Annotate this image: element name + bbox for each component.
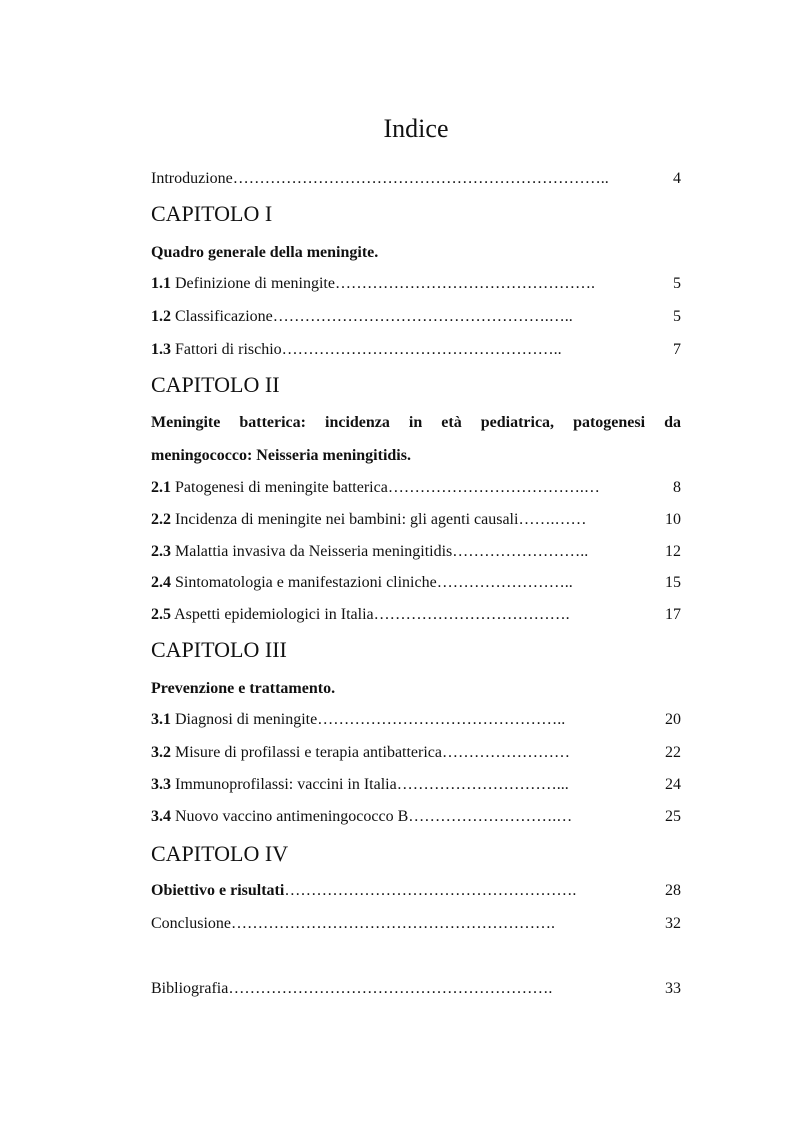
entry-number: 3.1: [151, 711, 171, 728]
entry-number: 3.4: [151, 808, 171, 825]
chapter-2-heading: CAPITOLO II: [151, 372, 280, 397]
toc-entry-1-3[interactable]: [151, 339, 681, 361]
entry-label: Classificazione: [171, 308, 273, 325]
entry-dots: …….……: [518, 511, 587, 528]
entry-label: Conclusione: [151, 915, 231, 932]
toc-entry-3-1[interactable]: [151, 709, 681, 731]
toc-entry-conclusion[interactable]: [151, 913, 681, 935]
page-title: Indice: [383, 114, 449, 143]
entry-number: 1.3: [151, 341, 171, 358]
entry-label: Aspetti epidemiologici in Italia: [171, 606, 374, 623]
entry-page-number: 12: [665, 543, 681, 560]
toc-entry-introduction[interactable]: [151, 168, 681, 190]
toc-entry-2-4[interactable]: [151, 572, 681, 594]
entry-number: Obiettivo e risultati: [151, 882, 285, 899]
entry-page-number: 22: [665, 744, 681, 761]
entry-dots: ……………………………….…: [387, 479, 600, 496]
toc-entry-objective[interactable]: [151, 880, 681, 902]
entry-number: 3.2: [151, 744, 171, 761]
entry-page-number: 24: [665, 776, 681, 793]
toc-entry-1-1[interactable]: [151, 273, 681, 295]
entry-dots: ……………………………….: [373, 606, 570, 623]
table-of-contents: [151, 0, 681, 1123]
entry-dots: ……………………….…: [408, 808, 573, 825]
entry-page-number: 5: [673, 308, 681, 325]
entry-dots: ……………………..: [452, 543, 589, 560]
entry-label: Nuovo vaccino antimeningococco B: [171, 808, 409, 825]
entry-number: 3.3: [151, 776, 171, 793]
entry-label: Misure di profilassi e terapia antibatterica: [171, 744, 443, 761]
entry-label: Patogenesi di meningite batterica: [171, 479, 388, 496]
entry-label: Diagnosi di meningite: [171, 711, 318, 728]
chapter-1-subtitle: Quadro generale della meningite.: [151, 244, 379, 261]
entry-page-number: 28: [665, 882, 681, 899]
chapter-3-subtitle: Prevenzione e trattamento.: [151, 680, 336, 697]
entry-label: Bibliografia: [151, 980, 229, 997]
toc-entry-2-1[interactable]: [151, 477, 681, 499]
entry-dots: ………………………………………….: [334, 275, 595, 292]
entry-dots: …………………………...: [396, 776, 569, 793]
entry-page-number: 20: [665, 711, 681, 728]
entry-dots: ……………………..: [436, 574, 573, 591]
entry-number: 1.2: [151, 308, 171, 325]
toc-entry-2-5[interactable]: [151, 604, 681, 626]
entry-label: Introduzione: [151, 170, 233, 187]
entry-dots: ……………………………………………………………..: [232, 170, 609, 187]
entry-page-number: 15: [665, 574, 681, 591]
entry-dots: ……………………: [442, 744, 571, 761]
toc-entry-3-3[interactable]: [151, 774, 681, 796]
entry-dots: ………………………………………..: [317, 711, 566, 728]
chapter-2-subtitle: Meningite batterica: incidenza in età pediatrica, patogenesi da meningococco: Neisseria meningitidis.: [151, 414, 681, 464]
entry-dots: ……………………………………………..: [281, 341, 562, 358]
entry-number: 2.2: [151, 511, 171, 528]
entry-page-number: 7: [673, 341, 681, 358]
entry-page-number: 33: [665, 980, 681, 997]
entry-number: 2.4: [151, 574, 171, 591]
chapter-3-heading: CAPITOLO III: [151, 637, 287, 662]
entry-dots: …………………………………………….…..: [272, 308, 573, 325]
entry-dots: …………………………………………………….: [231, 915, 555, 932]
entry-page-number: 4: [673, 170, 681, 187]
entry-page-number: 17: [665, 606, 681, 623]
toc-entry-2-2[interactable]: [151, 509, 681, 531]
entry-page-number: 5: [673, 275, 681, 292]
entry-label: Fattori di rischio: [171, 341, 282, 358]
entry-label: Immunoprofilassi: vaccini in Italia: [171, 776, 397, 793]
entry-number: 2.1: [151, 479, 171, 496]
entry-page-number: 25: [665, 808, 681, 825]
toc-entry-3-2[interactable]: [151, 742, 681, 764]
toc-entry-bibliography[interactable]: [151, 978, 681, 1000]
toc-entry-3-4[interactable]: [151, 806, 681, 828]
entry-dots: …………………………………………………….: [228, 980, 553, 997]
entry-page-number: 32: [665, 915, 681, 932]
entry-page-number: 8: [673, 479, 681, 496]
entry-label: Definizione di meningite: [171, 275, 335, 292]
entry-number: 1.1: [151, 275, 171, 292]
chapter-4-heading: CAPITOLO IV: [151, 841, 289, 866]
toc-entry-2-3[interactable]: [151, 541, 681, 563]
toc-entry-1-2[interactable]: [151, 306, 681, 328]
entry-label: Malattia invasiva da Neisseria meningitidis: [171, 543, 453, 560]
entry-number: 2.5: [151, 606, 171, 623]
entry-label: Incidenza di meningite nei bambini: gli agenti causali: [171, 511, 519, 528]
chapter-1-heading: CAPITOLO I: [151, 201, 273, 226]
entry-label: Sintomatologia e manifestazioni cliniche: [171, 574, 437, 591]
entry-page-number: 10: [665, 511, 681, 528]
entry-number: 2.3: [151, 543, 171, 560]
entry-dots: ……………………………………………….: [284, 882, 577, 899]
